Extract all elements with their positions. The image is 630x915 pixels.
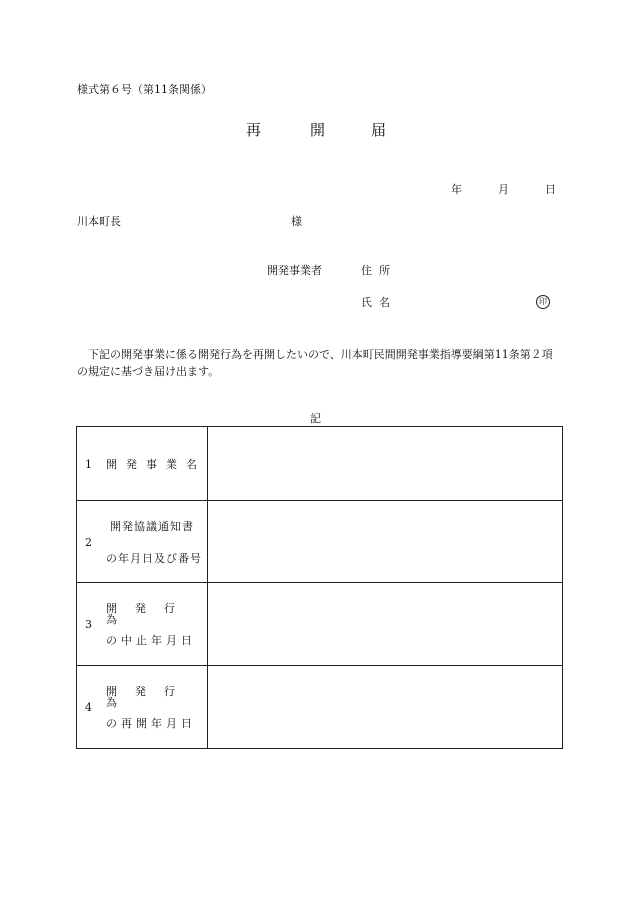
item-label-cell [77, 666, 208, 749]
item-number: 3 [85, 618, 92, 631]
table-row [77, 583, 563, 666]
item-label-top: 開発行為 [106, 602, 193, 626]
item-label-bottom: の中止年月日 [106, 634, 196, 647]
table-row [77, 666, 563, 749]
date-day-label: 日 [545, 183, 556, 196]
item-label-cell [77, 427, 208, 501]
table-row [77, 501, 563, 583]
note-heading: 記 [310, 412, 321, 425]
date-year-label: 年 [451, 183, 462, 196]
item-label-top: 開発協議通知書 [110, 520, 194, 533]
item-label-cell [77, 501, 208, 583]
item-value-cell[interactable] [208, 666, 563, 749]
item-label-cell [77, 583, 208, 666]
addressee-honorific: 様 [291, 215, 302, 228]
items-table [76, 426, 563, 749]
item-value-cell[interactable] [208, 427, 563, 501]
item-number: 4 [85, 701, 92, 714]
form-number: 様式第６号（第11条関係） [77, 83, 212, 96]
item-label-bottom: の年月日及び番号 [106, 552, 202, 565]
item-value-cell[interactable] [208, 501, 563, 583]
table-row [77, 427, 563, 501]
item-number: 2 [85, 536, 92, 549]
address-label: 住所 [361, 264, 397, 277]
developer-role-label: 開発事業者 [267, 264, 322, 277]
date-month-label: 月 [498, 183, 509, 196]
seal-icon: 印 [536, 295, 550, 309]
title-char-3: 届 [371, 121, 387, 139]
title-char-2: 開 [310, 121, 326, 139]
name-label: 氏名 [361, 296, 397, 309]
body-paragraph: 下記の開発事業に係る開発行為を再開したいので、川本町民間開発事業指導要綱第11条第２項の規定に基づき届け出ます。 [77, 348, 553, 378]
item-number: 1 [85, 458, 92, 471]
title-char-1: 再 [246, 121, 262, 139]
item-label-top: 開発行為 [106, 685, 193, 709]
item-label: 開発事業名 [106, 458, 206, 471]
addressee-name: 川本町長 [77, 215, 121, 228]
item-label-bottom: の再開年月日 [106, 717, 196, 730]
item-value-cell[interactable] [208, 583, 563, 666]
